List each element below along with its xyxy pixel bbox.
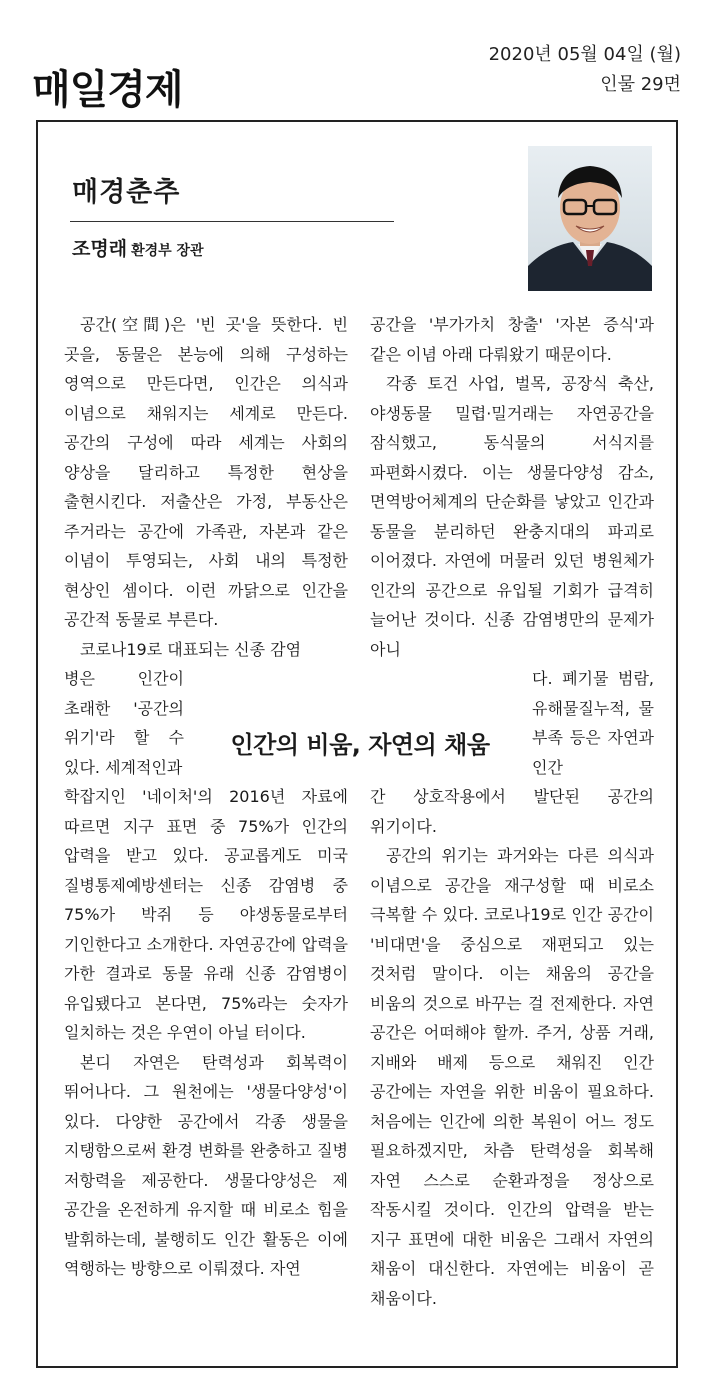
paragraph: 본디 자연은 탄력성과 회복력이 뛰어나다. 그 원천에는 '생물다양성'이 있다. 다양한 공간에서 각종 생물을 지탱함으로써 환경 변화를 완충하고 질병 저항력을 제공한다. 생물다양성은 제 공간을 온전하게 유지할 때 비로소 힘을 발휘하는데, 불행히도 인간 활동은 이에 역행하는 방향으로 이뤄졌다. 자연 [64, 1052, 348, 1278]
article-headline: 인간의 비움, 자연의 채움 [202, 722, 518, 768]
publication-date: 2020년 05월 04일 (월) [488, 44, 681, 65]
author-role: 환경부 장관 [131, 243, 204, 259]
article-column-left [64, 310, 348, 1284]
author-name: 조명래 [72, 238, 128, 260]
paragraph: 각종 토건 사업, 벌목, 공장식 축산, 야생동물 밀렵·밀거래는 자연공간을 잠식했고, 동식물의 서식지를 파편화시켰다. 이는 생물다양성 감소, 면역방어체계의 단순화를 낳았고 인간과 동물을 분리하던 완충지대의 파괴로 이어졌다. 자연에 머물러 있던 병원체가 인간의 공간으로 유입될 기회가 급격히 늘어난 것이다. 신종 감염병만의 문제가 아니 [370, 374, 654, 659]
paragraph: 공간(空間)은 '빈 곳'을 뜻한다. 빈 곳을, 동물은 본능에 의해 구성하는 영역으로 만든다면, 인간은 의식과 이념으로 채워지는 세계로 만든다. 공간의 구성에 따라 세계는 사회의 양상을 달리하고 특정한 현상을 출현시킨다. 저출산은 가정, 부동산은 주거라는 공간에 가족관, 자본과 같은 이념이 투영되는, 사회 내의 특정한 현상인 셈이다. 이런 까닭으로 인간을 공간적 동물로 부른다. [64, 315, 348, 629]
newspaper-masthead: 매일경제 [32, 67, 183, 113]
column-name: 매경춘추 [72, 177, 181, 208]
author-portrait [528, 146, 652, 291]
page-reference: 인물 29면 [600, 74, 681, 95]
article-column-right [370, 310, 654, 1313]
paragraph: 간 상호작용에서 발단된 공간의 위기이다. [370, 787, 654, 836]
dateline [489, 40, 681, 100]
paragraph: 공간의 위기는 과거와는 다른 의식과 이념으로 공간을 재구성할 때 비로소 극복할 수 있다. 코로나19로 인간 공간이 '비대면'을 중심으로 재편되고 있는 것처럼 말이다. 이는 채움의 공간을 비움의 것으로 바꾸는 걸 전제한다. 자연 공간은 어떠해야 할까. 주거, 상품 거래, 지배와 배제 등으로 채워진 인간 공간에는 자연을 위한 비움이 필요하다. 처음에는 인간에 의한 복원이 어느 정도 필요하겠지만, 차츰 탄력성을 회복해 자연 스스로 순환과정을 정상으로 작동시킬 것이다. 인간의 압력을 받는 지구 표면에 대한 비움은 그래서 자연의 채움이 대신한다. 자연에는 비움이 곧 채움이다. [370, 846, 654, 1308]
paragraph-text: 다. 폐기물 범람, 유해물질누적, 물 부족 등은 자연과 인간 [532, 669, 654, 777]
paragraph-text: 병은 인간이 초래한 '공간의 위기'라 할 수 있다. 세계적인과 [64, 669, 184, 777]
byline [72, 234, 204, 261]
header-divider [70, 221, 394, 222]
paragraph: 공간을 '부가가치 창출' '자본 증식'과 같은 이념 아래 다뤄왔기 때문이다. [370, 315, 654, 364]
paragraph: 학잡지인 '네이처'의 2016년 자료에 따르면 지구 표면 중 75%가 인간의 압력을 받고 있다. 공교롭게도 미국 질병통제예방센터는 신종 감염병 중 75%가 박쥐 등 야생동물로부터 기인한다고 소개한다. 자연공간에 압력을 가한 결과로 동물 유래 신종 감염병이 유입됐다고 본다면, 75%라는 숫자가 일치하는 것은 우연이 아닐 터이다. [64, 787, 348, 1042]
paragraph: 코로나19로 대표되는 신종 감염 [80, 639, 302, 659]
